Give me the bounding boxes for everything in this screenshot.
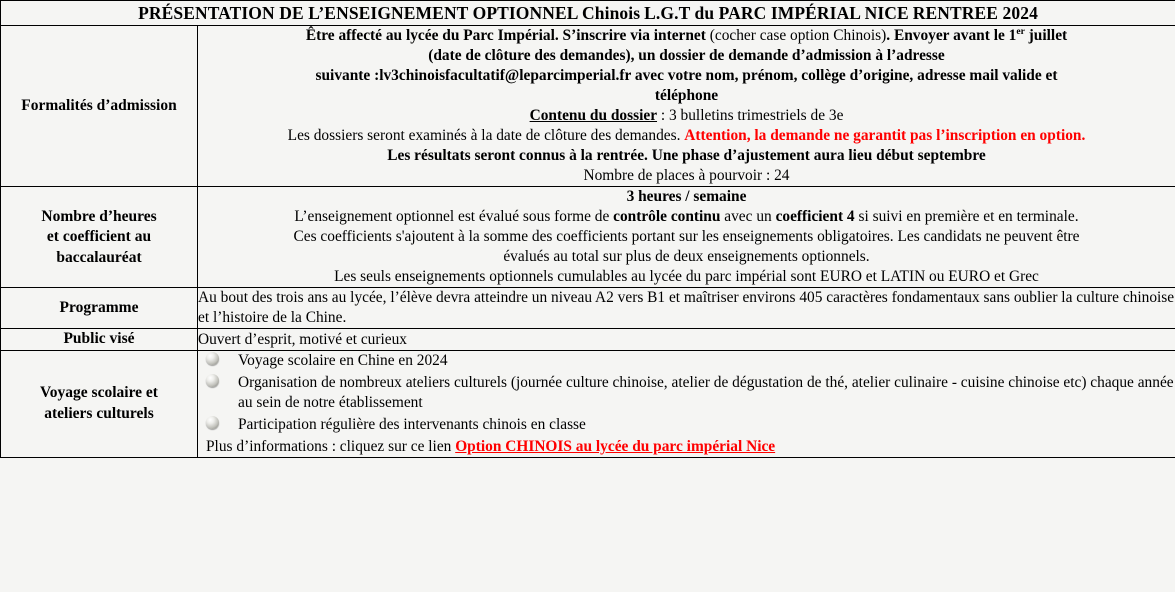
formalites-line-1: [198, 26, 1175, 46]
row-content-heures: [198, 187, 1175, 288]
table-row-header: [1, 1, 1175, 26]
more-info-prefix: Plus d’informations : cliquez sur ce lien: [206, 437, 456, 455]
row-label-voyage-line-2: ateliers culturels: [44, 404, 154, 422]
list-item: [198, 351, 1175, 371]
list-item-label: Voyage scolaire en Chine en 2024: [238, 351, 448, 369]
row-label-heures-line-3: baccalauréat: [56, 248, 142, 266]
row-label-public: Public visé: [1, 329, 198, 350]
chinois-option-link[interactable]: Option CHINOIS au lycée du parc impérial Nice: [455, 437, 776, 455]
heures-line-2-part-e: si suivi en première et en terminale.: [854, 208, 1079, 226]
row-label-heures-line-2: et coefficient au: [46, 228, 152, 246]
formalites-review-text: Les dossiers seront examinés à la date de clôture des demandes.: [287, 127, 685, 145]
sphere-bullet-icon: [206, 416, 219, 429]
dossier-content-value: : 3 bulletins trimestriels de 3e: [657, 107, 844, 125]
row-content-programme: Au bout des trois ans au lycée, l’élève devra atteindre un niveau A2 vers B1 et maîtriser environs 405 caractères fondamentaux sans oublier la culture chinoise et l’histoire de la Chine.: [198, 288, 1175, 329]
sphere-bullet-icon: [206, 374, 219, 387]
list-item: [198, 415, 1175, 435]
row-content-public: Ouvert d’esprit, motivé et curieux: [198, 329, 1175, 350]
activities-list: [198, 351, 1175, 435]
document-header: [1, 1, 1175, 26]
formalites-line-1-part-a: Être affecté au lycée du Parc Impérial. S’inscrire via internet: [305, 27, 710, 45]
formalites-line-7: Les résultats seront connus à la rentrée. Une phase d’ajustement aura lieu début septembre: [387, 147, 986, 165]
table-row-formalites: [1, 26, 1175, 187]
table-row-public: [1, 329, 1175, 350]
table-row-voyage: [1, 350, 1175, 457]
header-title-line-2: L.G.T du PARC IMPÉRIAL NICE: [644, 3, 909, 23]
controle-continu-term: contrôle continu: [613, 208, 721, 226]
formalites-line-1-part-b: (cocher case option Chinois): [709, 27, 887, 45]
formalites-line-2: (date de clôture des demandes), un dossier de demande d’admission à l’adresse: [428, 47, 945, 65]
heures-line-5: Les seuls enseignements optionnels cumulables au lycée du parc impérial sont EURO et LATIN ou EURO et Grec: [334, 268, 1039, 286]
row-label-programme: Programme: [1, 288, 198, 329]
heures-per-week: 3 heures / semaine: [626, 188, 747, 206]
formalites-warning-text: Attention, la demande ne garantit pas l’inscription en option.: [684, 127, 1086, 145]
heures-line-4: évalués au total sur plus de deux enseignements optionnels.: [503, 248, 870, 266]
formalites-seats-count: Nombre de places à pourvoir : 24: [583, 167, 790, 185]
formalites-line-3: suivante :lv3chinoisfacultatif@leparcimperial.fr avec votre nom, prénom, collège d’origine, adresse mail valide et: [315, 67, 1058, 85]
heures-line-3: Ces coefficients s'ajoutent à la somme des coefficients portant sur les enseignements obligatoires. Les candidats ne peuvent être: [293, 228, 1080, 246]
row-label-voyage-line-1: Voyage scolaire et: [40, 384, 158, 402]
table-row-programme: [1, 288, 1175, 329]
header-title-line-1: PRÉSENTATION DE L’ENSEIGNEMENT OPTIONNEL Chinois: [138, 3, 641, 23]
list-item-label: Participation régulière des intervenants chinois en classe: [238, 415, 586, 433]
formalites-line-1-part-c: . Envoyer avant le 1: [886, 27, 1017, 45]
header-title-line-3: RENTREE 2024: [912, 3, 1038, 23]
row-label-voyage: [1, 350, 198, 457]
row-content-voyage: [198, 350, 1175, 457]
formalites-ordinal-suffix: er: [1016, 26, 1025, 38]
sphere-bullet-icon: [206, 352, 219, 365]
list-item-label: Organisation de nombreux ateliers culturels (journée culture chinoise, atelier de dégustation de thé, atelier culinaire - cuisine chinoise etc) chaque année au sein de notre établissement: [238, 373, 1174, 411]
list-item: [198, 373, 1175, 413]
coefficient-term: coefficient 4: [775, 208, 855, 226]
formalites-line-6: [198, 126, 1175, 146]
formalites-line-4: téléphone: [654, 87, 719, 105]
row-label-formalites: Formalités d’admission: [1, 26, 198, 187]
row-label-heures-line-1: Nombre d’heures: [41, 207, 157, 225]
heures-line-2-part-c: avec un: [720, 208, 776, 226]
row-label-heures: [1, 187, 198, 288]
dossier-content-label: Contenu du dossier: [529, 107, 658, 125]
table-row-heures: [1, 187, 1175, 288]
row-content-formalites: [198, 26, 1175, 187]
heures-line-2-part-a: L’enseignement optionnel est évalué sous forme de: [294, 208, 614, 226]
formalites-dossier-line: [198, 106, 1175, 126]
heures-line-2: [198, 207, 1175, 227]
more-info-line: [198, 437, 1175, 457]
formalites-line-1-part-d: juillet: [1024, 27, 1068, 45]
